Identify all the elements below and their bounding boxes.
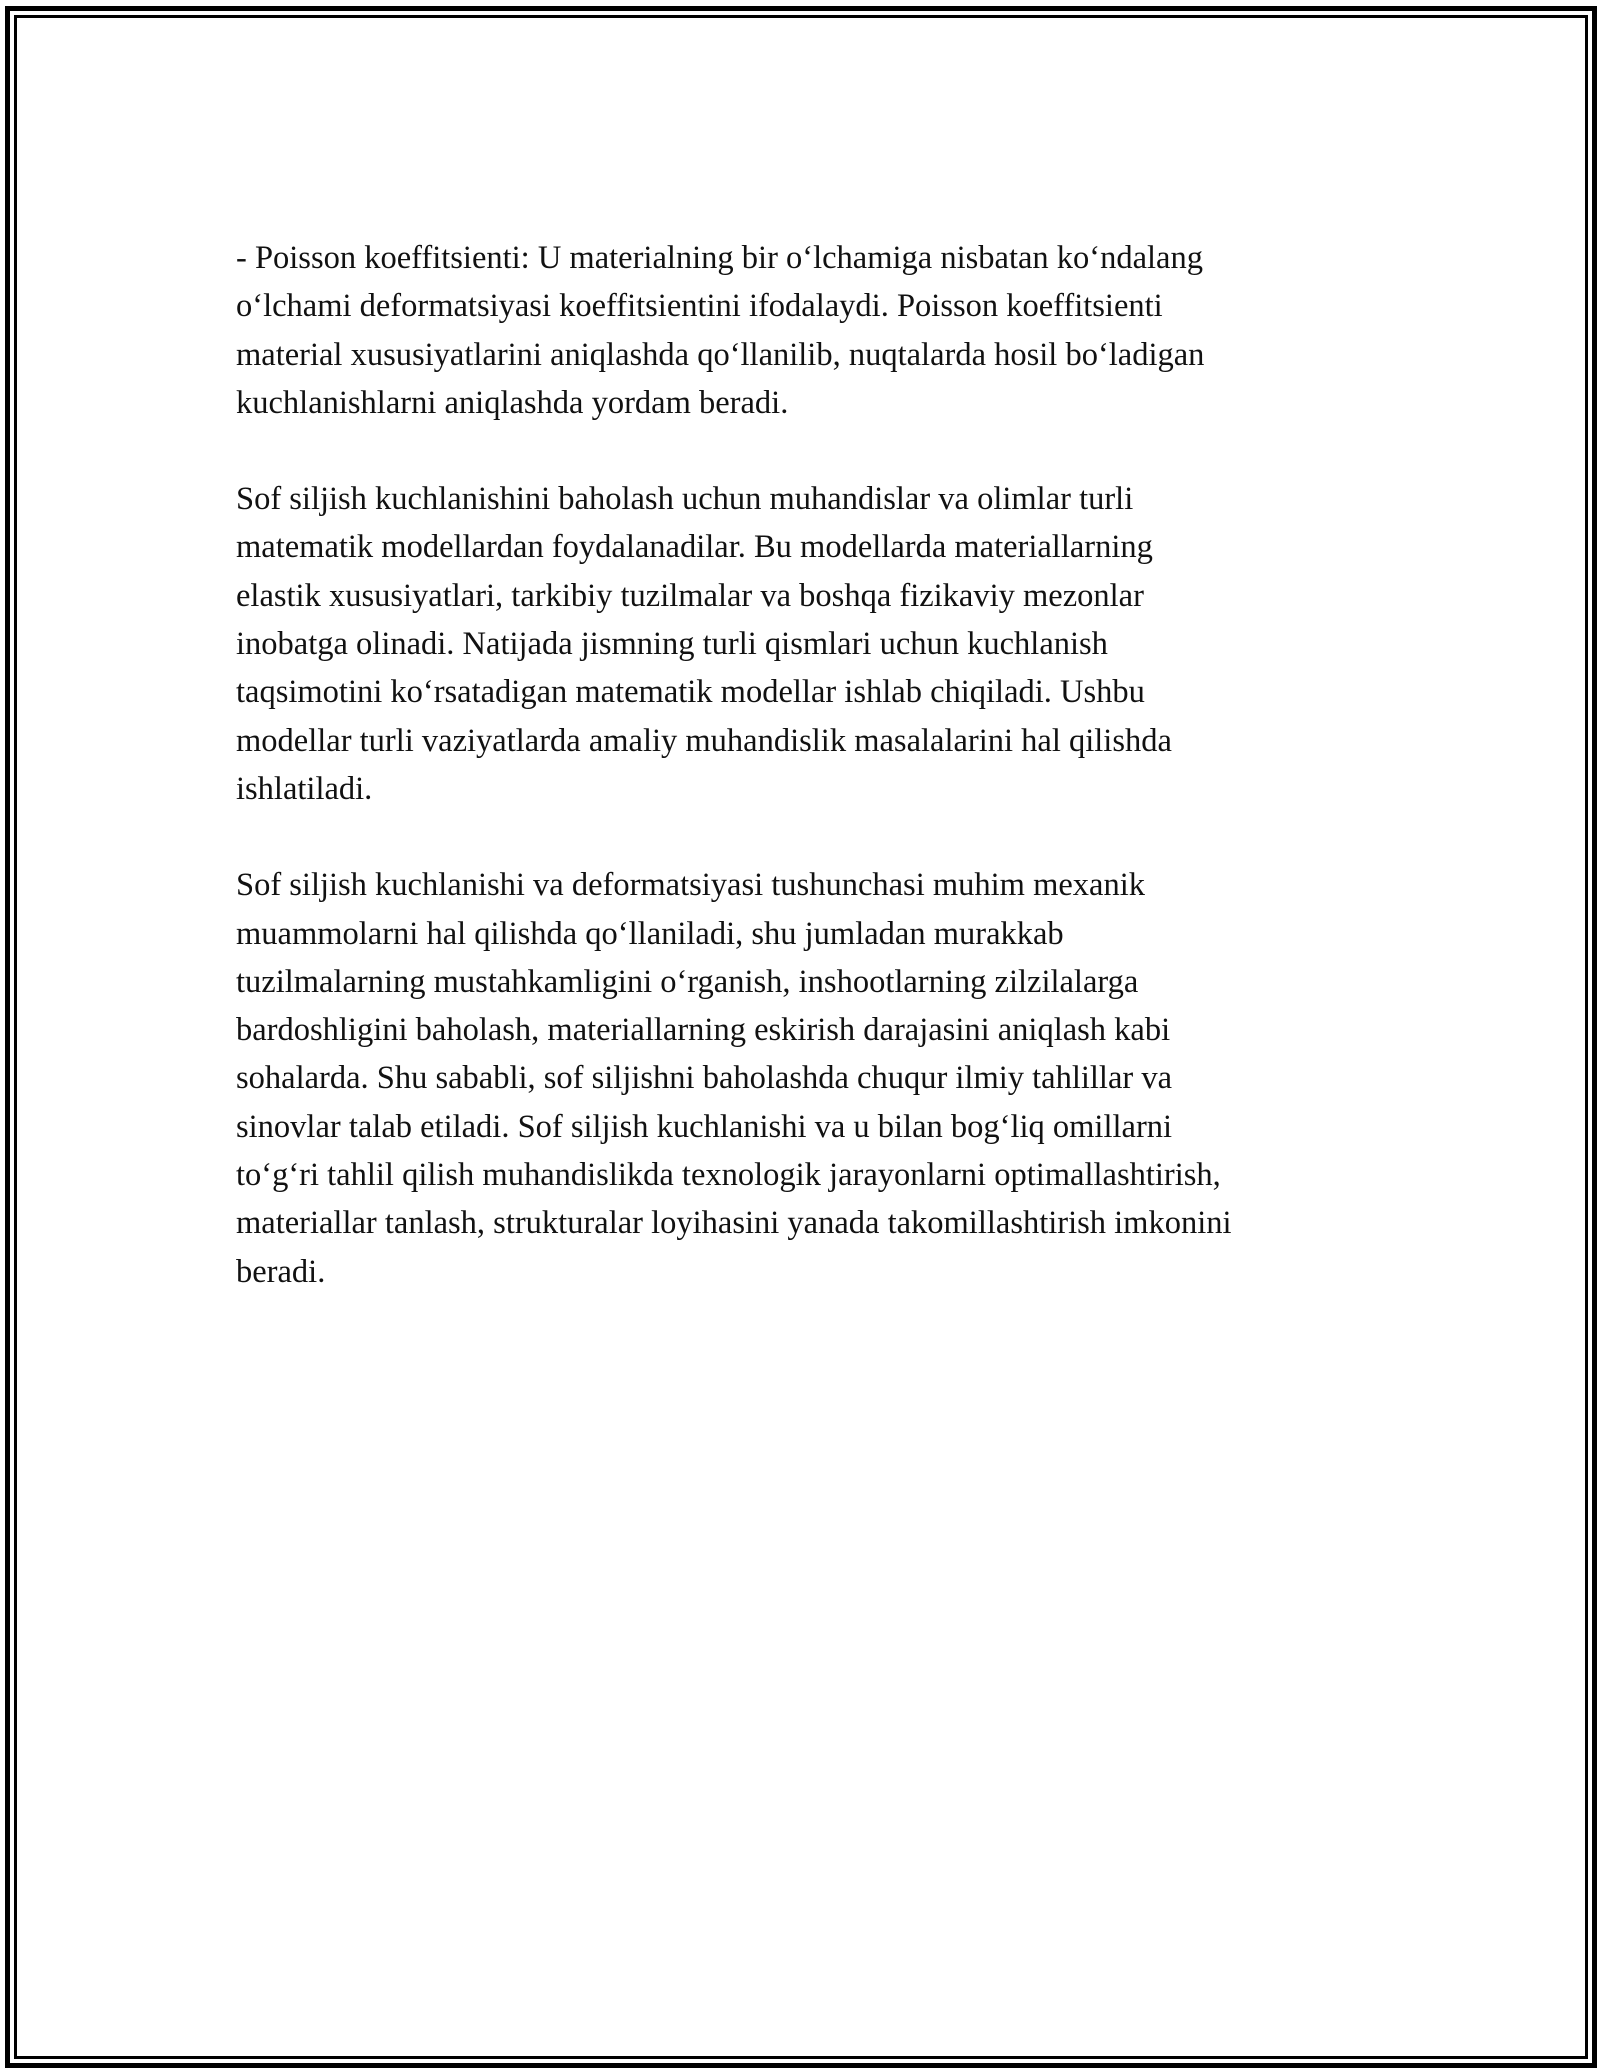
text-line: materiallar tanlash, strukturalar loyihasini yanada takomillashtirish imkonini — [236, 1205, 1232, 1242]
text-line: Sof siljish kuchlanishini baholash uchun muhandislar va olimlar turli — [236, 481, 1134, 518]
paragraph-applications — [236, 861, 1366, 1296]
paragraph-poisson — [236, 234, 1366, 427]
text-line: kuchlanishlarni aniqlashda yordam beradi. — [236, 384, 789, 421]
paragraph-models — [236, 475, 1366, 813]
document-body — [236, 234, 1366, 1344]
text-line: matematik modellardan foydalanadilar. Bu modellarda materiallarning — [236, 529, 1153, 566]
text-line: material xususiyatlarini aniqlashda qo‘llanilib, nuqtalarda hosil bo‘ladigan — [236, 336, 1205, 373]
text-line: to‘g‘ri tahlil qilish muhandislikda texnologik jarayonlarni optimallashtirish, — [236, 1157, 1221, 1194]
text-line: Sof siljish kuchlanishi va deformatsiyasi tushunchasi muhim mexanik — [236, 867, 1145, 904]
text-line: tuzilmalarning mustahkamligini o‘rganish, inshootlarning zilzilalarga — [236, 963, 1139, 1000]
text-line: inobatga olinadi. Natijada jismning turli qismlari uchun kuchlanish — [236, 626, 1108, 663]
text-line: modellar turli vaziyatlarda amaliy muhandislik masalalarini hal qilishda — [236, 722, 1172, 759]
text-line: taqsimotini ko‘rsatadigan matematik modellar ishlab chiqiladi. Ushbu — [236, 674, 1145, 711]
text-line: bardoshligini baholash, materiallarning eskirish darajasini aniqlash kabi — [236, 1012, 1171, 1049]
text-line: ishlatiladi. — [236, 770, 373, 807]
text-line: beradi. — [236, 1253, 326, 1290]
text-line: - Poisson koeffitsienti: U materialning bir o‘lchamiga nisbatan ko‘ndalang — [236, 240, 1203, 276]
text-line: elastik xususiyatlari, tarkibiy tuzilmalar va boshqa fizikaviy mezonlar — [236, 577, 1144, 614]
text-line: o‘lchami deformatsiyasi koeffitsientini ifodalaydi. Poisson koeffitsienti — [236, 288, 1163, 325]
text-line: sinovlar talab etiladi. Sof siljish kuchlanishi va u bilan bog‘liq omillarni — [236, 1108, 1173, 1145]
text-line: muammolarni hal qilishda qo‘llaniladi, shu jumladan murakkab — [236, 915, 1064, 952]
text-line: sohalarda. Shu sababli, sof siljishni baholashda chuqur ilmiy tahlillar va — [236, 1060, 1173, 1097]
